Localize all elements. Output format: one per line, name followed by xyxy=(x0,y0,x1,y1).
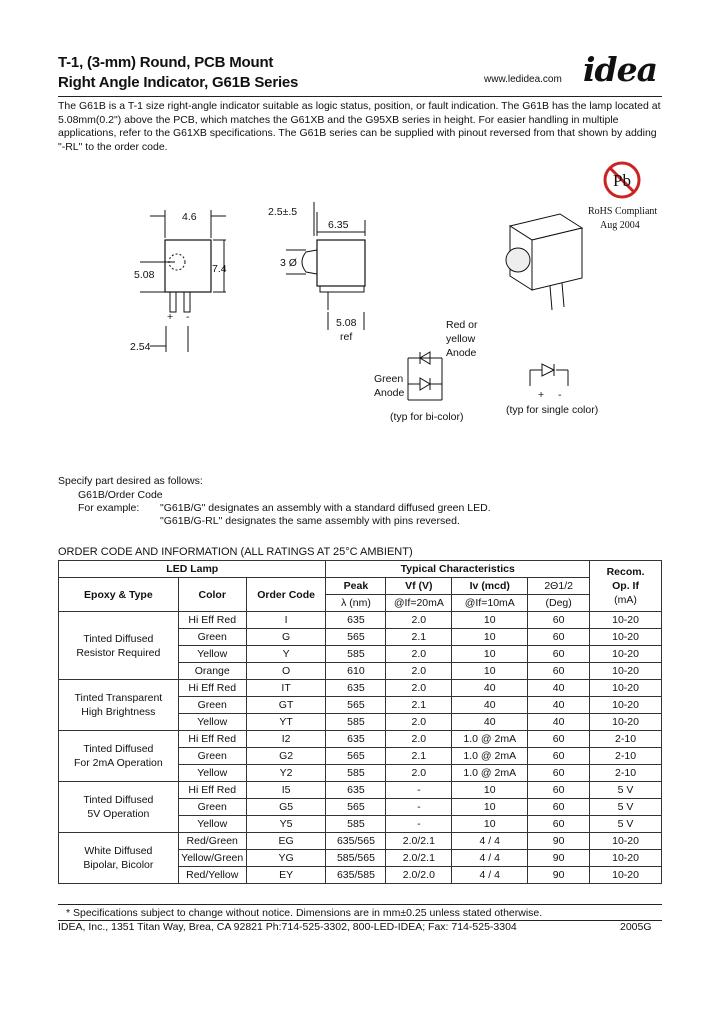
cell-iv: 40 xyxy=(452,680,528,697)
cell-peak: 565 xyxy=(326,629,386,646)
cell-iv: 10 xyxy=(452,816,528,833)
group-label xyxy=(59,731,179,782)
cell-vf: 2.0/2.0 xyxy=(386,867,452,884)
cell-color: Yellow/Green xyxy=(178,850,246,867)
th-vf-cond: @If=20mA xyxy=(386,595,452,612)
footer-divider-top xyxy=(58,904,662,905)
dim-ref-value: 5.08 xyxy=(336,317,357,329)
cell-vf: 2.0 xyxy=(386,646,452,663)
website-url[interactable]: www.ledidea.com xyxy=(484,74,562,85)
cell-angle: 40 xyxy=(528,697,590,714)
cell-peak: 585 xyxy=(326,646,386,663)
cell-vf: - xyxy=(386,799,452,816)
cell-color: Green xyxy=(178,697,246,714)
table-row xyxy=(59,782,662,799)
cell-angle: 60 xyxy=(528,816,590,833)
bicolor-caption: (typ for bi-color) xyxy=(390,411,464,423)
cell-recom: 10-20 xyxy=(590,867,662,884)
specify-example-2: "G61B/G-RL" designates the same assembly with pins reversed. xyxy=(160,515,460,527)
cell-angle: 60 xyxy=(528,612,590,629)
group-label xyxy=(59,782,179,833)
table-row xyxy=(59,680,662,697)
cell-color: Hi Eff Red xyxy=(178,782,246,799)
cell-order-code: G2 xyxy=(246,748,326,765)
cell-order-code: IT xyxy=(246,680,326,697)
single-plus: + xyxy=(538,389,545,401)
group-label-line: Tinted Diffused xyxy=(83,794,154,806)
page-title-line1: T-1, (3-mm) Round, PCB Mount xyxy=(58,54,274,71)
cell-recom: 5 V xyxy=(590,799,662,816)
cell-recom: 10-20 xyxy=(590,714,662,731)
cell-recom: 10-20 xyxy=(590,646,662,663)
cell-vf: 2.0 xyxy=(386,663,452,680)
cell-order-code: YT xyxy=(246,714,326,731)
table-row xyxy=(59,612,662,629)
cell-iv: 10 xyxy=(452,646,528,663)
specify-example-label: For example: xyxy=(78,502,140,514)
cell-peak: 585 xyxy=(326,765,386,782)
cell-vf: 2.0 xyxy=(386,680,452,697)
cell-order-code: EY xyxy=(246,867,326,884)
cell-color: Red/Green xyxy=(178,833,246,850)
header-divider xyxy=(58,96,662,97)
th-epoxy: Epoxy & Type xyxy=(59,578,179,612)
cell-vf: 2.1 xyxy=(386,629,452,646)
cell-peak: 635 xyxy=(326,680,386,697)
pin-plus: + xyxy=(167,311,174,323)
cell-peak: 635 xyxy=(326,612,386,629)
cell-vf: 2.0 xyxy=(386,731,452,748)
cell-vf: 2.1 xyxy=(386,748,452,765)
th-deg: (Deg) xyxy=(528,595,590,612)
cell-vf: 2.0 xyxy=(386,714,452,731)
cell-iv: 10 xyxy=(452,629,528,646)
th-recom-2: Op. If xyxy=(612,580,639,592)
cell-peak: 635 xyxy=(326,782,386,799)
th-recom-1: Recom. xyxy=(606,566,645,578)
single-caption: (typ for single color) xyxy=(506,404,599,416)
bicolor-top-1: Red or xyxy=(446,319,478,331)
dim-width: 4.6 xyxy=(182,211,197,223)
dim-length: 6.35 xyxy=(328,219,349,231)
bicolor-top-3: Anode xyxy=(446,347,477,359)
cell-recom: 5 V xyxy=(590,782,662,799)
th-typical: Typical Characteristics xyxy=(326,561,590,578)
cell-order-code: GT xyxy=(246,697,326,714)
bicolor-circuit xyxy=(360,314,490,426)
cell-angle: 40 xyxy=(528,714,590,731)
th-color: Color xyxy=(178,578,246,612)
cell-color: Yellow xyxy=(178,646,246,663)
group-label xyxy=(59,833,179,884)
rohs-line1: RoHS Compliant xyxy=(588,206,658,217)
cell-order-code: YG xyxy=(246,850,326,867)
cell-peak: 610 xyxy=(326,663,386,680)
cell-order-code: I5 xyxy=(246,782,326,799)
cell-vf: 2.0/2.1 xyxy=(386,833,452,850)
cell-recom: 10-20 xyxy=(590,612,662,629)
cell-angle: 90 xyxy=(528,850,590,867)
cell-recom: 5 V xyxy=(590,816,662,833)
cell-iv: 1.0 @ 2mA xyxy=(452,731,528,748)
table-row xyxy=(59,833,662,850)
dim-height-b: 7.4 xyxy=(212,263,227,275)
cell-recom: 2-10 xyxy=(590,765,662,782)
group-label-line: Tinted Transparent xyxy=(74,692,163,704)
cell-recom: 10-20 xyxy=(590,680,662,697)
footer-code: 2005G xyxy=(620,921,652,933)
cell-recom: 10-20 xyxy=(590,833,662,850)
cell-vf: 2.0/2.1 xyxy=(386,850,452,867)
group-label-line: White Diffused xyxy=(84,845,153,857)
cell-vf: 2.0 xyxy=(386,765,452,782)
single-minus: - xyxy=(558,389,562,401)
cell-order-code: I2 xyxy=(246,731,326,748)
cell-recom: 10-20 xyxy=(590,629,662,646)
dim-lead: 2.5±.5 xyxy=(268,206,298,218)
cell-iv: 10 xyxy=(452,612,528,629)
cell-color: Green xyxy=(178,748,246,765)
cell-color: Orange xyxy=(178,663,246,680)
cell-angle: 60 xyxy=(528,646,590,663)
th-recom-3: (mA) xyxy=(614,594,637,606)
cell-vf: - xyxy=(386,816,452,833)
cell-order-code: Y2 xyxy=(246,765,326,782)
intro-paragraph: The G61B is a T-1 size right-angle indicator suitable as logic status, position, or fault indication. The G61B has the lamp located at 5.08mm(0.2") above the PCB, which matches the G61XB and the G95XB series in height. For easier handling in multiple applications, refer to the G61XB specifications. The G61B series can be supplied with pinout reversed from that shown by adding "-RL" to the order code. xyxy=(58,100,661,153)
cell-color: Green xyxy=(178,629,246,646)
group-label-line: Tinted Diffused xyxy=(83,632,154,645)
single-color-circuit xyxy=(500,362,610,422)
page-title-line2: Right Angle Indicator, G61B Series xyxy=(58,74,299,91)
cell-peak: 585 xyxy=(326,714,386,731)
cell-angle: 90 xyxy=(528,833,590,850)
table-heading: ORDER CODE AND INFORMATION (ALL RATINGS AT 25°C AMBIENT) xyxy=(58,546,413,558)
group-label xyxy=(59,612,179,680)
th-iv: Iv (mcd) xyxy=(452,578,528,595)
specify-line1: Specify part desired as follows: xyxy=(58,475,203,487)
cell-iv: 4 / 4 xyxy=(452,833,528,850)
group-label-line: Resistor Required xyxy=(76,646,161,659)
th-led-lamp: LED Lamp xyxy=(59,561,326,578)
cell-color: Hi Eff Red xyxy=(178,680,246,697)
cell-angle: 60 xyxy=(528,799,590,816)
bicolor-top-2: yellow xyxy=(446,333,476,345)
cell-recom: 2-10 xyxy=(590,731,662,748)
specify-example-1: "G61B/G" designates an assembly with a standard diffused green LED. xyxy=(160,502,491,514)
specify-line2: G61B/Order Code xyxy=(78,489,163,501)
front-view-drawing xyxy=(120,200,240,360)
th-angle: 2Θ1/2 xyxy=(528,578,590,595)
group-label-line: For 2mA Operation xyxy=(74,757,163,769)
cell-peak: 565 xyxy=(326,799,386,816)
pin-minus: - xyxy=(186,311,190,323)
footer-address: IDEA, Inc., 1351 Titan Way, Brea, CA 92821 Ph:714-525-3302, 800-LED-IDEA; Fax: 714-525-3304 xyxy=(58,921,517,933)
cell-angle: 90 xyxy=(528,867,590,884)
cell-angle: 60 xyxy=(528,731,590,748)
cell-vf: - xyxy=(386,782,452,799)
cell-order-code: Y5 xyxy=(246,816,326,833)
cell-color: Hi Eff Red xyxy=(178,612,246,629)
cell-color: Yellow xyxy=(178,714,246,731)
th-peak-unit: λ (nm) xyxy=(326,595,386,612)
cell-iv: 10 xyxy=(452,663,528,680)
cell-recom: 10-20 xyxy=(590,663,662,680)
cell-peak: 565 xyxy=(326,697,386,714)
cell-iv: 4 / 4 xyxy=(452,867,528,884)
rohs-line2: Aug 2004 xyxy=(600,220,640,231)
dim-height-a: 5.08 xyxy=(134,269,155,281)
cell-iv: 40 xyxy=(452,697,528,714)
isometric-led-sketch xyxy=(490,206,590,316)
cell-peak: 635/585 xyxy=(326,867,386,884)
cell-color: Hi Eff Red xyxy=(178,731,246,748)
table-body xyxy=(59,612,662,884)
group-label-line: Bipolar, Bicolor xyxy=(83,859,154,871)
cell-iv: 4 / 4 xyxy=(452,850,528,867)
cell-color: Red/Yellow xyxy=(178,867,246,884)
cell-peak: 585/565 xyxy=(326,850,386,867)
cell-iv: 1.0 @ 2mA xyxy=(452,748,528,765)
group-label-line: Tinted Diffused xyxy=(83,743,154,755)
cell-recom: 10-20 xyxy=(590,697,662,714)
cell-order-code: I xyxy=(246,612,326,629)
order-code-table xyxy=(58,560,662,884)
cell-color: Green xyxy=(178,799,246,816)
bicolor-left-2: Anode xyxy=(374,387,405,399)
cell-angle: 60 xyxy=(528,629,590,646)
cell-angle: 60 xyxy=(528,765,590,782)
cell-peak: 585 xyxy=(326,816,386,833)
cell-peak: 635/565 xyxy=(326,833,386,850)
cell-iv: 40 xyxy=(452,714,528,731)
cell-recom: 10-20 xyxy=(590,850,662,867)
cell-order-code: G xyxy=(246,629,326,646)
cell-color: Yellow xyxy=(178,816,246,833)
cell-angle: 60 xyxy=(528,663,590,680)
cell-angle: 60 xyxy=(528,748,590,765)
th-vf: Vf (V) xyxy=(386,578,452,595)
th-recom xyxy=(590,561,662,612)
cell-recom: 2-10 xyxy=(590,748,662,765)
cell-peak: 635 xyxy=(326,731,386,748)
cell-order-code: EG xyxy=(246,833,326,850)
cell-angle: 60 xyxy=(528,782,590,799)
group-label-line: High Brightness xyxy=(81,706,156,718)
cell-color: Yellow xyxy=(178,765,246,782)
idea-logo: idea xyxy=(583,50,657,89)
th-iv-cond: @If=10mA xyxy=(452,595,528,612)
footer-note: * Specifications subject to change without notice. Dimensions are in mm±0.25 unless stated otherwise. xyxy=(66,907,543,919)
group-label-line: 5V Operation xyxy=(87,808,150,820)
cell-vf: 2.0 xyxy=(386,612,452,629)
cell-order-code: G5 xyxy=(246,799,326,816)
table-row xyxy=(59,731,662,748)
dim-diameter: 3 Ø xyxy=(280,257,297,269)
rohs-pb-free-icon xyxy=(600,158,648,202)
cell-iv: 10 xyxy=(452,782,528,799)
group-label xyxy=(59,680,179,731)
bicolor-left-1: Green xyxy=(374,373,404,385)
cell-order-code: O xyxy=(246,663,326,680)
cell-iv: 1.0 @ 2mA xyxy=(452,765,528,782)
dim-pitch: 2.54 xyxy=(130,341,151,353)
cell-angle: 40 xyxy=(528,680,590,697)
cell-order-code: Y xyxy=(246,646,326,663)
dim-ref-label: ref xyxy=(340,331,353,343)
cell-iv: 10 xyxy=(452,799,528,816)
th-peak: Peak xyxy=(326,578,386,595)
th-order: Order Code xyxy=(246,578,326,612)
cell-vf: 2.1 xyxy=(386,697,452,714)
cell-peak: 565 xyxy=(326,748,386,765)
rohs-symbol: Pb xyxy=(613,171,631,190)
